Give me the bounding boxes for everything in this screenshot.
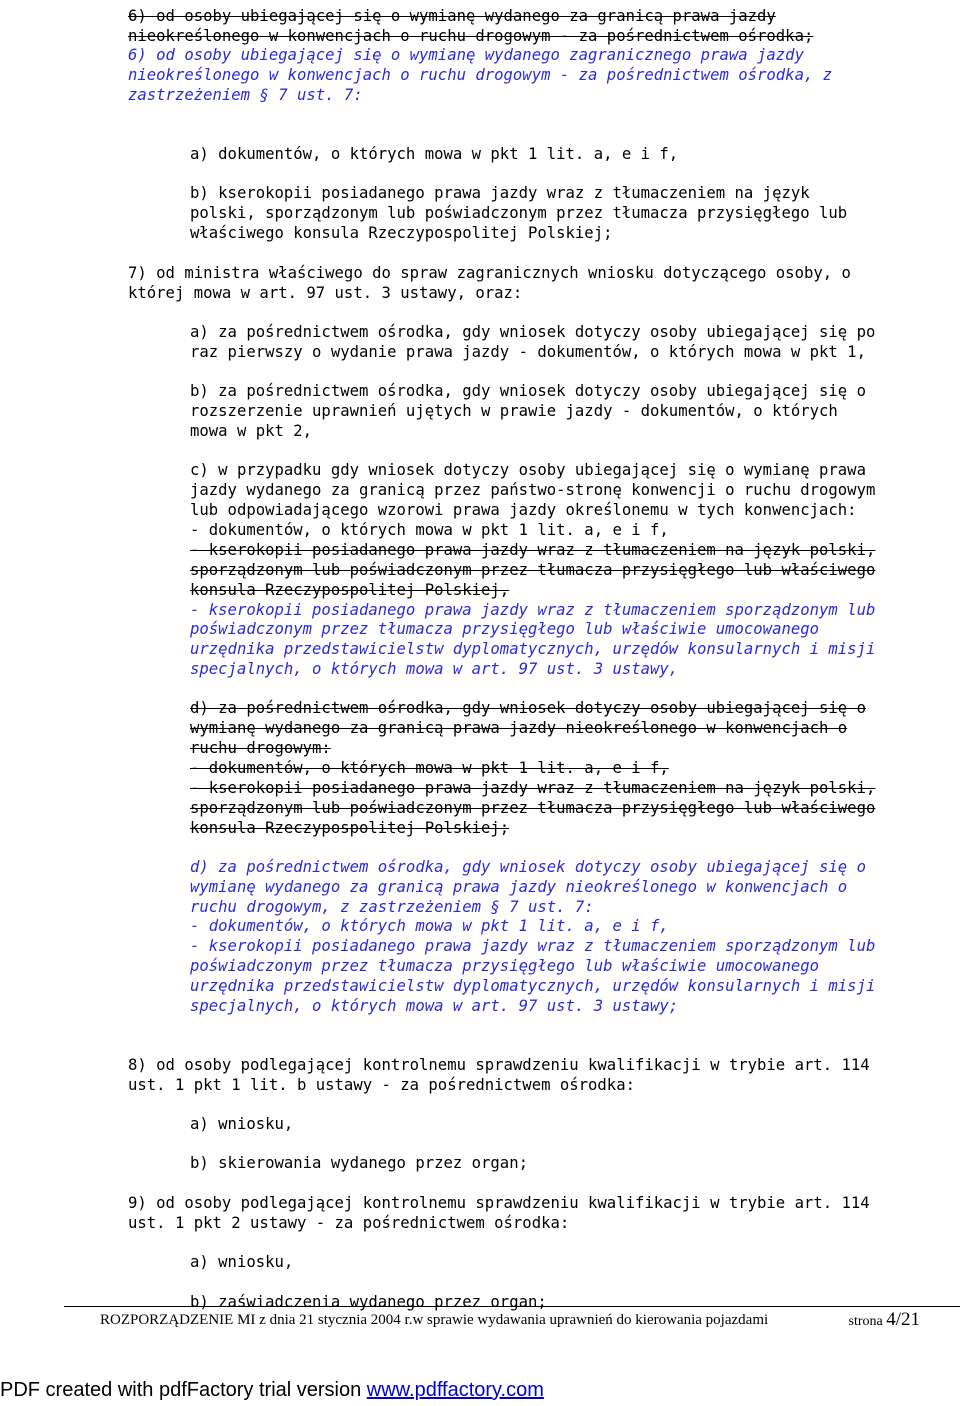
- footer-page-number: [849, 1308, 921, 1334]
- text-line: d) za pośrednictwem ośrodka, gdy wniosek dotyczy osoby ubiegającej się o: [190, 699, 866, 717]
- text-line: d) za pośrednictwem ośrodka, gdy wniosek dotyczy osoby ubiegającej się o: [190, 858, 866, 876]
- text-line: mowa w pkt 2,: [190, 422, 313, 440]
- text-line: - dokumentów, o których mowa w pkt 1 lit. a, e i f,: [190, 759, 669, 777]
- text-line: sporządzonym lub poświadczonym przez tłumacza przysięgłego lub właściwego: [190, 799, 876, 817]
- text-line: 9) od osoby podlegającej kontrolnemu sprawdzeniu kwalifikacji w trybie art. 114: [128, 1194, 870, 1212]
- text-line: urzędnika przedstawicielstw dyplomatycznych, urzędów konsularnych i misji: [190, 640, 876, 658]
- text-line: b) kserokopii posiadanego prawa jazdy wraz z tłumaczeniem na język: [190, 184, 810, 202]
- text-line: nieokreślonego w konwencjach o ruchu drogowym - za pośrednictwem ośrodka, z: [128, 66, 833, 84]
- page-value: 4/21: [886, 1309, 920, 1330]
- pdf-trial-text: PDF created with pdfFactory trial version: [0, 1379, 367, 1401]
- text-line: sporządzonym lub poświadczonym przez tłumacza przysięgłego lub właściwego: [190, 561, 876, 579]
- text-line: konsula Rzeczypospolitej Polskiej,: [190, 581, 510, 599]
- text-line: - kserokopii posiadanego prawa jazdy wraz z tłumaczeniem sporządzonym lub: [190, 937, 876, 955]
- text-line: 6) od osoby ubiegającej się o wymianę wydanego zagranicznego prawa jazdy: [128, 46, 804, 64]
- text-line: - kserokopii posiadanego prawa jazdy wraz z tłumaczeniem sporządzonym lub: [190, 601, 876, 619]
- text-line: urzędnika przedstawicielstw dyplomatycznych, urzędów konsularnych i misji: [190, 977, 876, 995]
- footer-divider: [64, 1306, 960, 1307]
- text-line: 8) od osoby podlegającej kontrolnemu sprawdzeniu kwalifikacji w trybie art. 114: [128, 1056, 870, 1074]
- text-line: ruchu drogowym:: [190, 739, 331, 757]
- text-line: ruchu drogowym, z zastrzeżeniem § 7 ust. 7:: [190, 898, 594, 916]
- footer-title: ROZPORZĄDZENIE MI z dnia 21 stycznia 2004 r.w sprawie wydawania uprawnień do kierowania pojazdami: [100, 1312, 769, 1328]
- text-line: polski, sporządzonym lub poświadczonym przez tłumacza przysięgłego lub: [190, 204, 848, 222]
- text-line: ust. 1 pkt 2 ustawy - za pośrednictwem ośrodka:: [128, 1214, 570, 1232]
- text-line: rozszerzenie uprawnień ujętych w prawie jazdy - dokumentów, o których: [190, 402, 838, 420]
- text-line: wymianę wydanego za granicą prawa jazdy nieokreślonego w konwencjach o: [190, 878, 848, 896]
- text-line: ust. 1 pkt 1 lit. b ustawy - za pośrednictwem ośrodka:: [128, 1076, 635, 1094]
- text-line: a) dokumentów, o których mowa w pkt 1 lit. a, e i f,: [190, 145, 679, 163]
- text-line: a) wniosku,: [190, 1253, 294, 1271]
- text-line: 6) od osoby ubiegającej się o wymianę wydanego za granicą prawa jazdy: [128, 7, 776, 25]
- text-line: poświadczonym przez tłumacza przysięgłego lub właściwie umocowanego: [190, 957, 820, 975]
- text-line: a) za pośrednictwem ośrodka, gdy wniosek dotyczy osoby ubiegającej się po: [190, 323, 876, 341]
- text-line: wymianę wydanego za granicą prawa jazdy nieokreślonego w konwencjach o: [190, 719, 848, 737]
- text-line: specjalnych, o których mowa w art. 97 ust. 3 ustawy,: [190, 660, 679, 678]
- text-line: której mowa w art. 97 ust. 3 ustawy, oraz:: [128, 284, 523, 302]
- text-line: c) w przypadku gdy wniosek dotyczy osoby ubiegającej się o wymianę prawa: [190, 461, 866, 479]
- text-line: zastrzeżeniem § 7 ust. 7:: [128, 86, 363, 104]
- text-line: jazdy wydanego za granicą przez państwo-stronę konwencji o ruchu drogowym: [190, 481, 876, 499]
- text-line: a) wniosku,: [190, 1115, 294, 1133]
- text-line: 7) od ministra właściwego do spraw zagranicznych wniosku dotyczącego osoby, o: [128, 264, 851, 282]
- text-line: lub odpowiadającego wzorowi prawa jazdy określonemu w tych konwencjach:: [190, 501, 857, 519]
- pdf-trial-note: [0, 1378, 544, 1402]
- text-line: nieokreślonego w konwencjach o ruchu drogowym - za pośrednictwem ośrodka;: [128, 27, 814, 45]
- pdffactory-link[interactable]: www.pdffactory.com: [366, 1379, 544, 1401]
- text-line: specjalnych, o których mowa w art. 97 ust. 3 ustawy;: [190, 997, 679, 1015]
- text-line: b) skierowania wydanego przez organ;: [190, 1154, 528, 1172]
- text-line: właściwego konsula Rzeczypospolitej Polskiej;: [190, 224, 613, 242]
- text-line: poświadczonym przez tłumacza przysięgłego lub właściwie umocowanego: [190, 620, 820, 638]
- text-line: raz pierwszy o wydanie prawa jazdy - dokumentów, o których mowa w pkt 1,: [190, 343, 866, 361]
- text-line: - kserokopii posiadanego prawa jazdy wraz z tłumaczeniem na język polski,: [190, 541, 876, 559]
- page-label: strona: [848, 1314, 887, 1329]
- text-line: b) za pośrednictwem ośrodka, gdy wniosek dotyczy osoby ubiegającej się o: [190, 382, 866, 400]
- text-line: b) zaświadczenia wydanego przez organ;: [190, 1293, 547, 1311]
- text-line: konsula Rzeczypospolitej Polskiej;: [190, 819, 510, 837]
- text-line: - dokumentów, o których mowa w pkt 1 lit. a, e i f,: [190, 917, 669, 935]
- text-line: - kserokopii posiadanego prawa jazdy wraz z tłumaczeniem na język polski,: [190, 779, 876, 797]
- text-line: - dokumentów, o których mowa w pkt 1 lit. a, e i f,: [190, 521, 669, 539]
